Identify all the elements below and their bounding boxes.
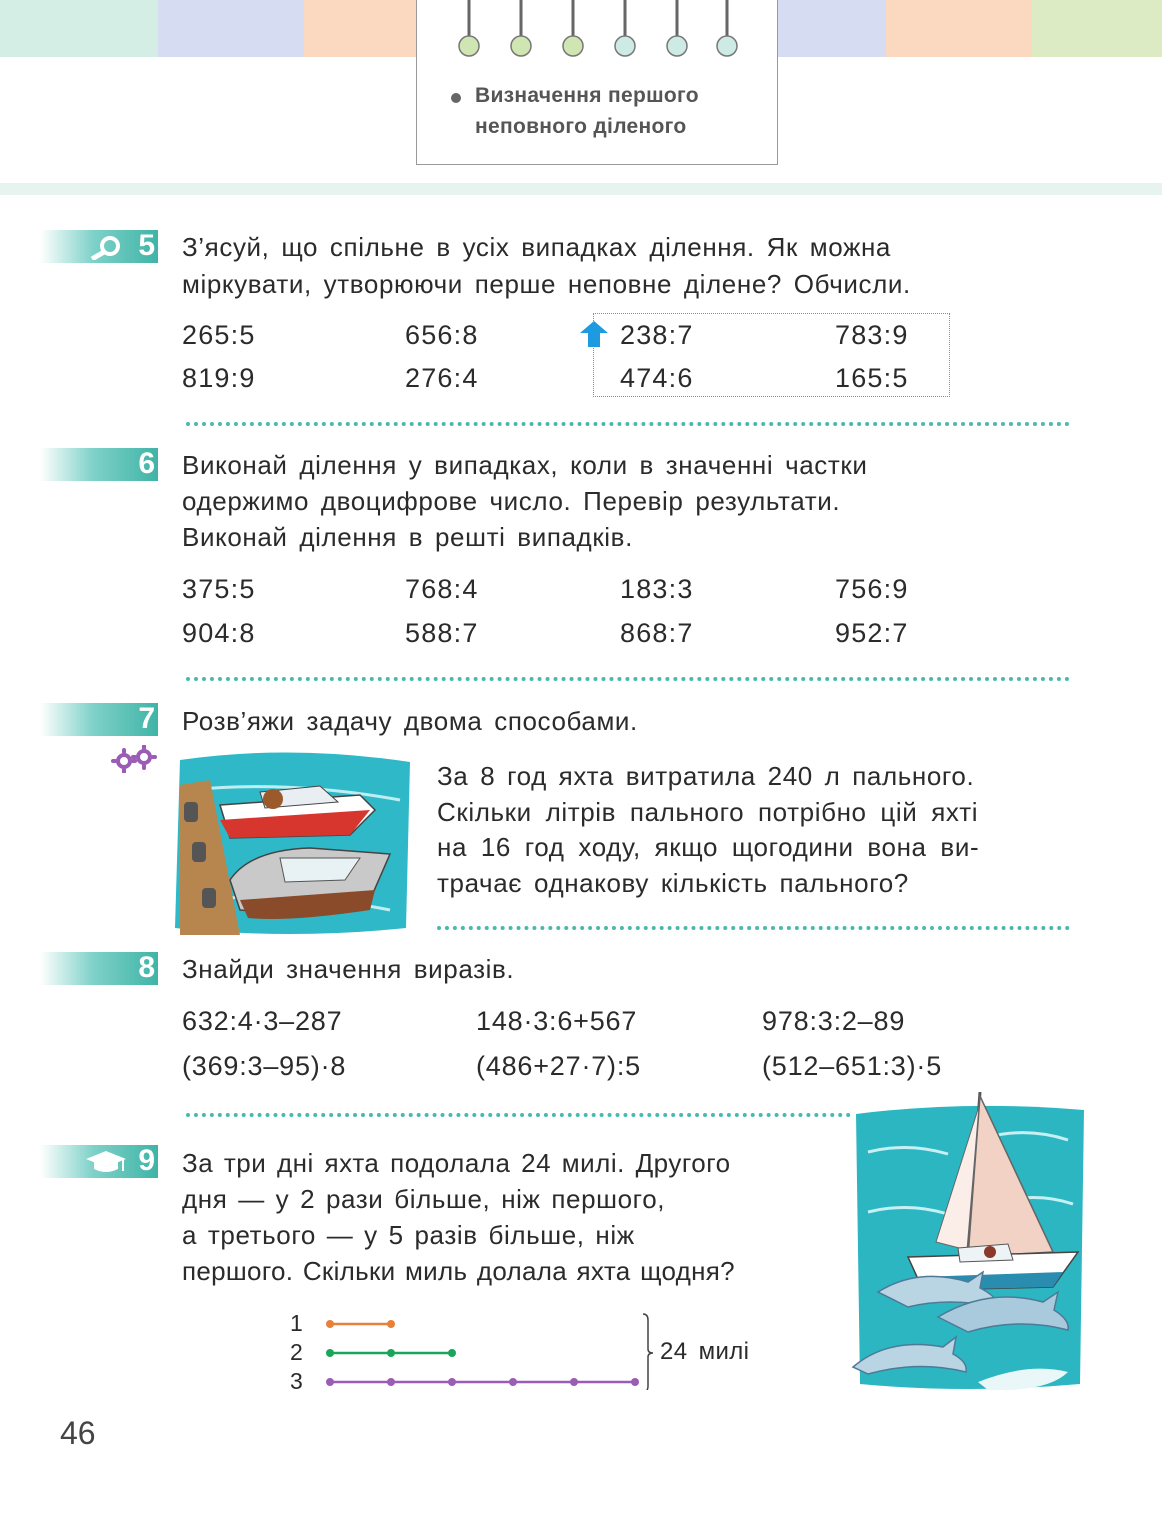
expression: 238:7 [620, 320, 694, 350]
boats-illustration [170, 750, 410, 935]
diagram-point [326, 1320, 334, 1328]
task-6-text-line-1: Виконай ділення у випадках, коли в значенні частки [182, 450, 868, 480]
task-5-marker: 5 [40, 230, 158, 263]
diagram-point [326, 1349, 334, 1357]
expression: 819:9 [182, 363, 256, 393]
diagram-row-label: 3 [290, 1368, 304, 1394]
expression: (512–651:3)·5 [762, 1051, 943, 1081]
segment-diagram [320, 1310, 700, 1390]
header-stripe [0, 0, 158, 57]
expression: 632:4·3–287 [182, 1006, 343, 1036]
header-band [0, 183, 1162, 195]
task-6-text-line-2: одержимо двоцифрове число. Перевір результати. [182, 486, 841, 516]
task-7-text-line-4: трачає однакову кількість пального? [437, 868, 909, 898]
dotted-divider [437, 926, 1070, 930]
expression: 183:3 [620, 574, 694, 604]
task-9-text-line-2: дня — у 2 рази більше, ніж першого, [182, 1184, 666, 1214]
diagram-point [387, 1378, 395, 1386]
header-stripe [886, 0, 1032, 57]
task-6-text-line-3: Виконай ділення в решті випадків. [182, 522, 633, 552]
expression: 868:7 [620, 618, 694, 648]
header-stripe [778, 0, 886, 57]
topic-notepad: Визначення першого неповного діленого [416, 0, 778, 165]
diagram-point [448, 1349, 456, 1357]
expression: 756:9 [835, 574, 909, 604]
diagram-point [326, 1378, 334, 1386]
expression: 265:5 [182, 320, 256, 350]
expression: 375:5 [182, 574, 256, 604]
expression: 165:5 [835, 363, 909, 393]
diagram-point [387, 1349, 395, 1357]
dotted-divider [186, 677, 1070, 681]
sailboat-dolphins-illustration [848, 1092, 1088, 1392]
expression: 904:8 [182, 618, 256, 648]
magnifier-icon [86, 234, 126, 260]
expression: 952:7 [835, 618, 909, 648]
task-9-text-line-1: За три дні яхта подолала 24 милі. Другого [182, 1148, 731, 1178]
diagram-row-label: 1 [290, 1310, 304, 1336]
task-5-text-line-2: міркувати, утворюючи перше неповне ділене? Обчисли. [182, 269, 911, 299]
diagram-point [570, 1378, 578, 1386]
dotted-divider [186, 422, 1070, 426]
page-number: 46 [60, 1415, 96, 1451]
expression: 276:4 [405, 363, 479, 393]
header-stripe [1032, 0, 1162, 57]
expression: (369:3–95)·8 [182, 1051, 347, 1081]
task-7-text-line-1: За 8 год яхта витратила 240 л пального. [437, 761, 975, 791]
task-6-marker: 6 [40, 448, 158, 481]
expression: 588:7 [405, 618, 479, 648]
diagram-point [631, 1378, 639, 1386]
dotted-divider [186, 1113, 851, 1117]
expression: 474:6 [620, 363, 694, 393]
task-8-intro: Знайди значення виразів. [182, 954, 515, 984]
gears-icon [110, 745, 160, 773]
task-7-marker: 7 [40, 703, 158, 736]
diagram-brace [643, 1314, 653, 1390]
expression: (486+27·7):5 [476, 1051, 641, 1081]
task-7-text-line-2: Скільки літрів пального потрібно цій яхті [437, 797, 979, 827]
expression: 768:4 [405, 574, 479, 604]
task-9-marker: 9 [40, 1145, 158, 1178]
diagram-total-label: 24 милі [660, 1338, 750, 1365]
task-7-intro: Розв’яжи задачу двома способами. [182, 706, 638, 736]
header-stripe [158, 0, 304, 57]
diagram-point [448, 1378, 456, 1386]
diagram-point [509, 1378, 517, 1386]
expression: 148·3:6+567 [476, 1006, 638, 1036]
spiral-rings-icon [417, 0, 779, 60]
diagram-point [387, 1320, 395, 1328]
header-stripe [304, 0, 416, 57]
expression: 656:8 [405, 320, 479, 350]
task-8-marker: 8 [40, 952, 158, 985]
task-9-text-line-3: а третього — у 5 разів більше, ніж [182, 1220, 635, 1250]
task-5-text-line-1: З’ясуй, що спільне в усіх випадках ділення. Як можна [182, 232, 891, 262]
graduation-cap-icon [86, 1149, 126, 1175]
expression: 978:3:2–89 [762, 1006, 906, 1036]
diagram-row-label: 2 [290, 1339, 304, 1365]
task-7-text-line-3: на 16 год ходу, якщо щогодини вона ви- [437, 832, 980, 862]
expression: 783:9 [835, 320, 909, 350]
up-arrow-icon [580, 321, 608, 347]
task-9-text-line-4: першого. Скільки миль долала яхта щодня? [182, 1256, 735, 1286]
bullet-icon [451, 93, 461, 103]
